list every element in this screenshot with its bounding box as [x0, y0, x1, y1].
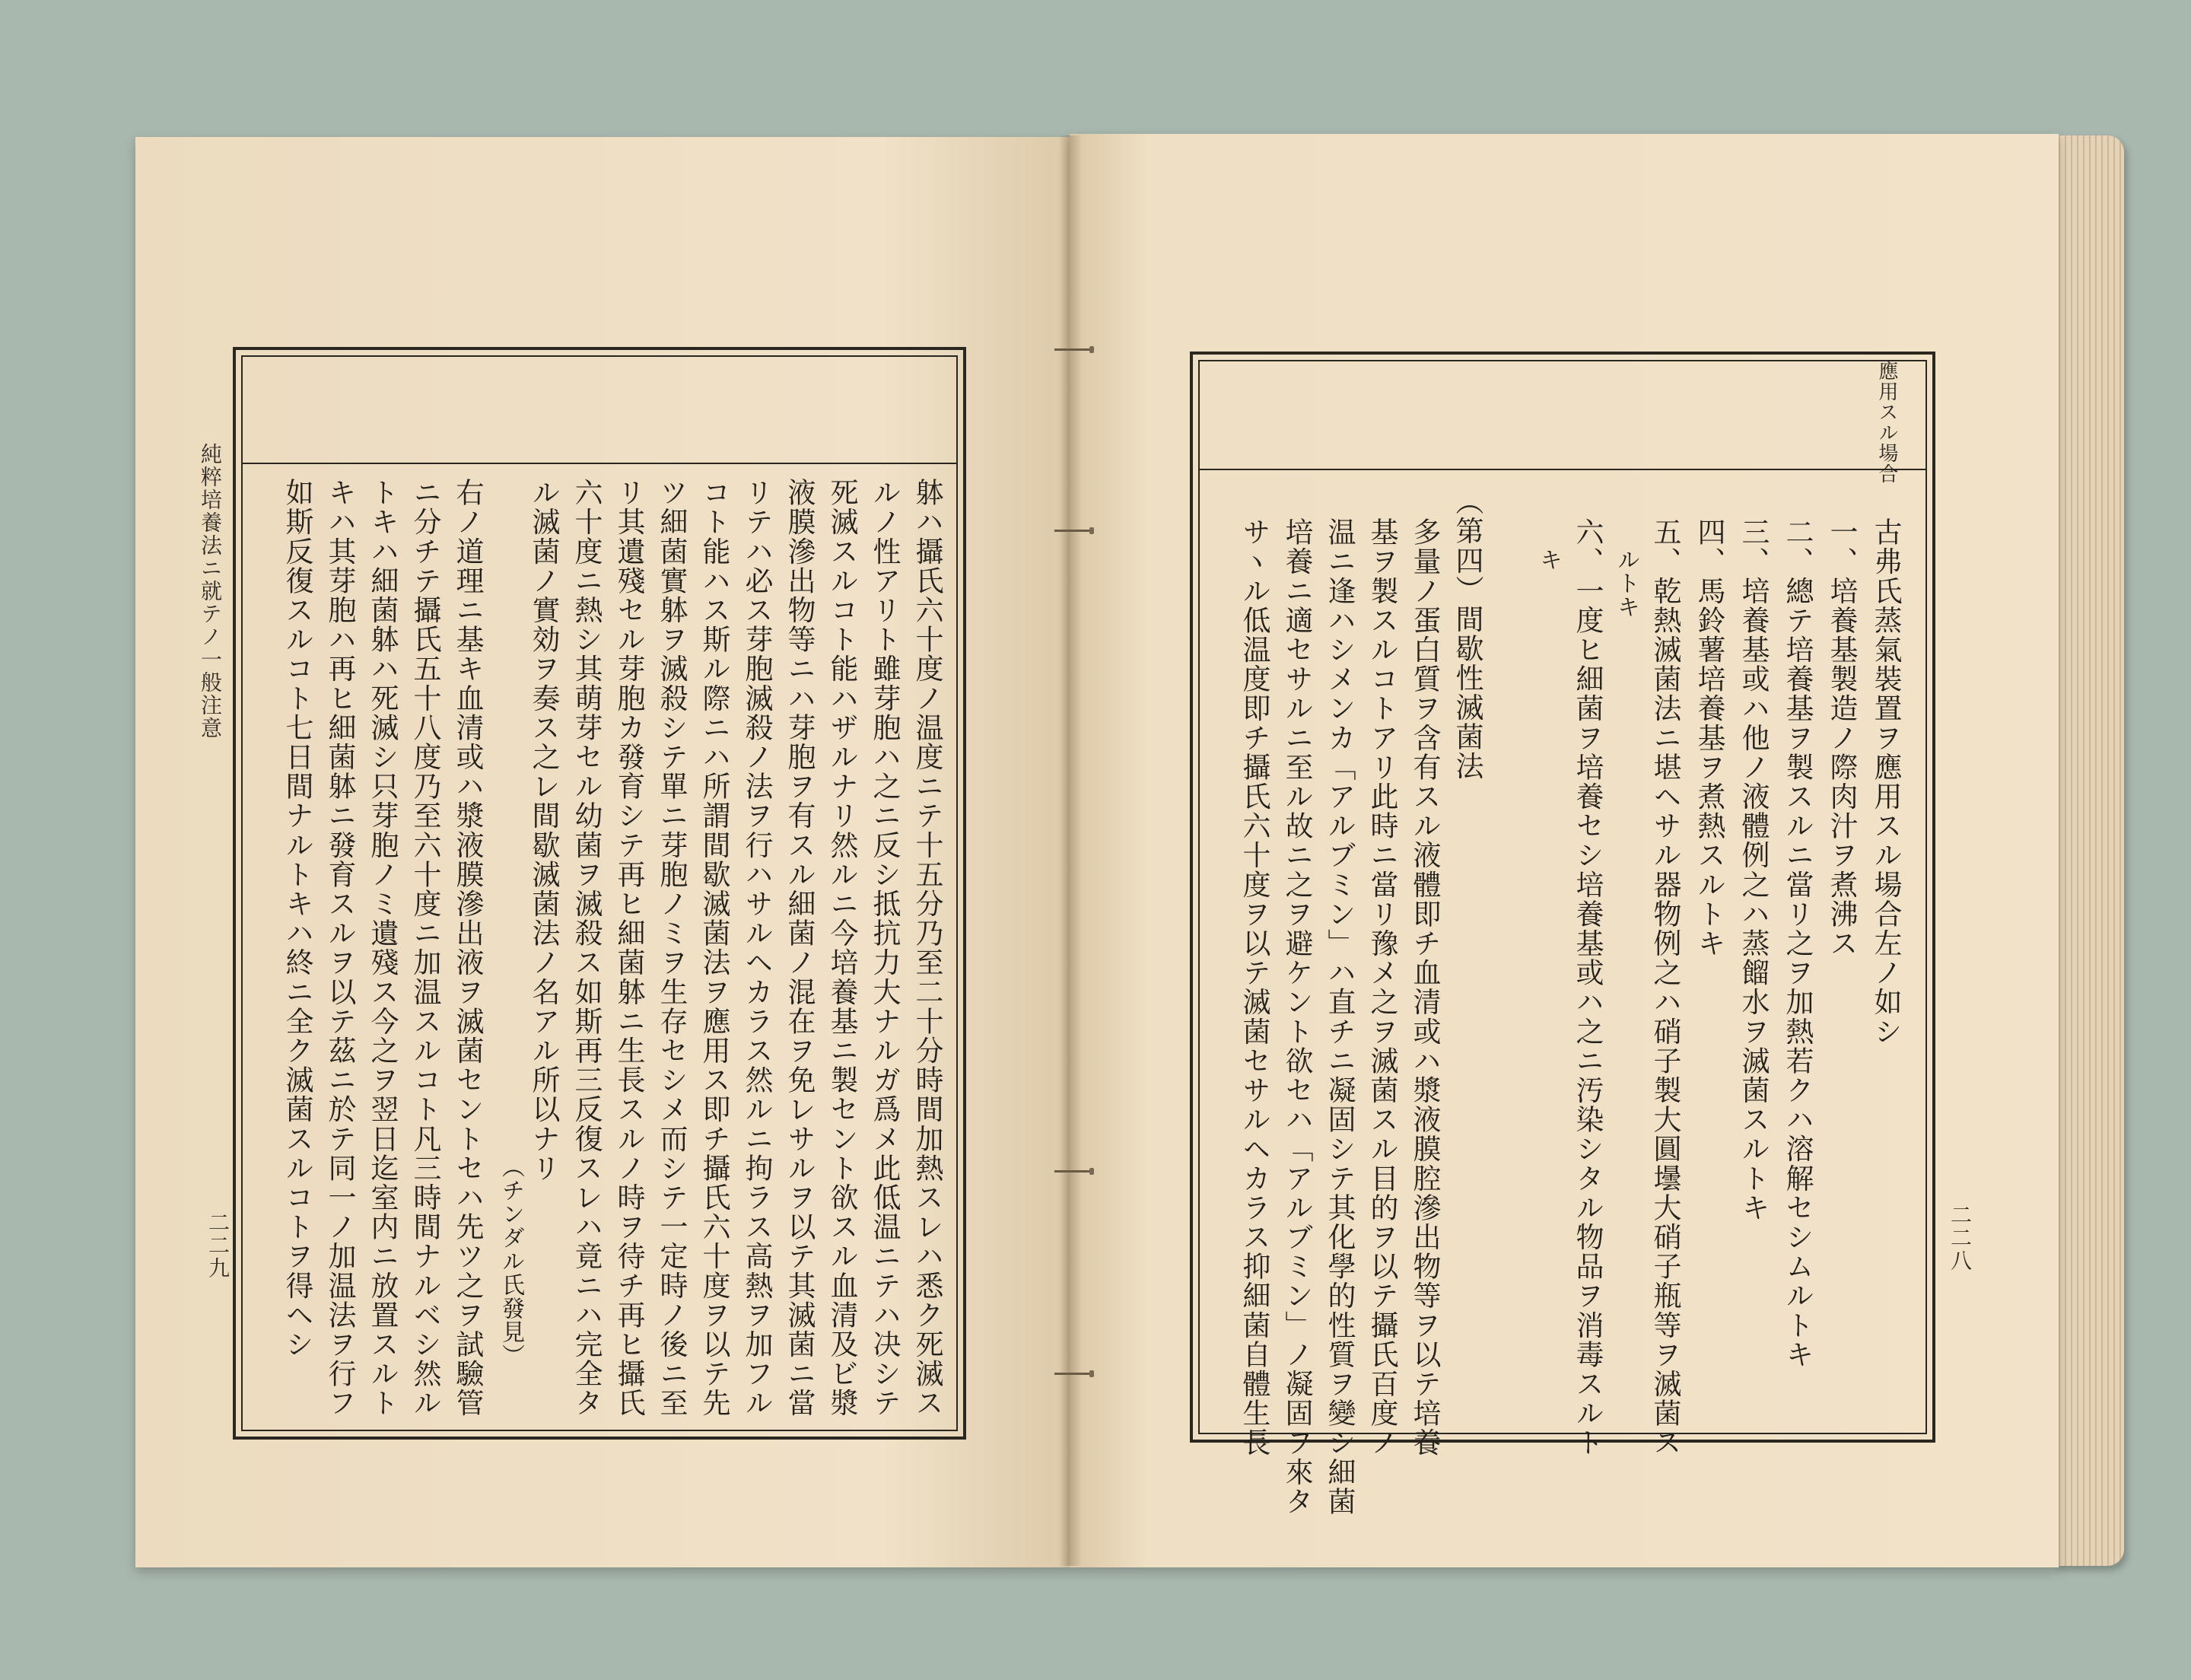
binding-stitch — [1054, 1170, 1089, 1172]
text-note: （チンダル氏發見） — [498, 1155, 524, 1367]
text-column: 古弗氏蒸氣裝置ヲ應用スル場合左ノ如シ — [1869, 517, 1902, 1046]
text-column: 液膜滲出物等ニハ芽胞ヲ有スル細菌ノ混在ヲ免レサルヲ以テ其滅菌ニ當 — [783, 478, 816, 1418]
page-number-left: 二二九 — [205, 1211, 231, 1280]
text-column: 二、總テ培養基ヲ製スルニ當リ之ヲ加熱若クハ溶解セシムルトキ — [1781, 517, 1814, 1370]
text-column: 六、一度ヒ細菌ヲ培養セシ培養基或ハ之ニ汚染シタル物品ヲ消毒スルト — [1571, 517, 1604, 1458]
text-column: 培養ニ適セサルニ至ル故ニ之ヲ避ケント欲セハ「アルブミン」ノ凝固ヲ來タ — [1280, 517, 1313, 1516]
text-column: 躰ハ攝氏六十度ノ温度ニテ十五分乃至二十分時間加熱スレハ悉ク死滅ス — [911, 478, 943, 1418]
text-column: ニ分チテ攝氏五十八度乃至六十度ニ加温スルコト凡三時間ナルベシ然ル — [409, 478, 441, 1418]
text-column: コト能ハス斯ル際ニハ所謂間歇滅菌法ヲ應用ス即チ攝氏六十度ヲ以テ先 — [698, 478, 730, 1418]
text-column: 如斯反復スルコト七日間ナルトキハ終ニ全ク滅菌スルコトヲ得ヘシ — [281, 478, 313, 1359]
text-column: 六十度ニ熱シ其萌芽セル幼菌ヲ滅殺ス如斯再三反復スレハ竟ニハ完全タ — [570, 478, 603, 1418]
text-column: リ其遺殘セル芽胞カ發育シテ再ヒ細菌躰ニ生長スルノ時ヲ待チ再ヒ攝氏 — [612, 478, 645, 1418]
box-heading: 應用スル場合 — [1875, 361, 1898, 484]
text-column: 五、乾熱滅菌法ニ堪ヘサル器物例之ハ硝子製大圓壜大硝子瓶等ヲ滅菌ス — [1649, 517, 1681, 1458]
section-heading: （第四）間歇性滅菌法 — [1451, 487, 1483, 781]
text-column: 一、培養基製造ノ際肉汁ヲ煮沸ス — [1825, 517, 1858, 958]
text-column: キ — [1535, 548, 1562, 571]
text-column: 右ノ道理ニ基キ血清或ハ漿液膜滲出液ヲ滅菌セントセハ先ツ之ヲ試驗管 — [451, 478, 484, 1418]
text-column: ル滅菌ノ實効ヲ奏ス之レ間歇滅菌法ノ名アル所以ナリ — [527, 478, 560, 1183]
text-column: 四、馬鈴薯培養基ヲ煮熱スルトキ — [1693, 517, 1725, 958]
binding-stitch — [1054, 530, 1089, 532]
text-column: 温ニ逢ハシメンカ「アルブミン」ハ直チニ凝固シテ其化學的性質ヲ變シ細菌 — [1323, 517, 1356, 1516]
text-column: 死滅スルコト能ハザルナリ然ルニ今培養基ニ製セント欲スル血清及ビ漿 — [825, 478, 858, 1418]
text-column: ツ細菌實躰ヲ滅殺シテ單ニ芽胞ノミヲ生存セシメ而シテ一定時ノ後ニ至 — [655, 478, 688, 1418]
text-column: 三、培養基或ハ他ノ液體例之ハ蒸餾水ヲ滅菌スルトキ — [1737, 517, 1770, 1223]
text-column: 基ヲ製スルコトアリ此時ニ當リ豫メ之ヲ滅菌スル目的ヲ以テ攝氏百度ノ — [1366, 517, 1398, 1458]
binding-stitch — [1054, 1373, 1089, 1375]
text-column: ルノ性アリト雖芽胞ハ之ニ反シ抵抗力大ナルガ爲メ此低温ニテハ决シテ — [868, 478, 901, 1418]
text-column: 多量ノ蛋白質ヲ含有スル液體即チ血清或ハ漿液膜腔滲出物等ヲ以テ培養 — [1408, 517, 1441, 1458]
page-number-right: 二二八 — [1948, 1204, 1973, 1272]
text-column: トキハ細菌躰ハ死滅シ只芽胞ノミ遺殘ス今之ヲ翌日迄室内ニ放置スルト — [366, 478, 399, 1418]
text-column: キハ其芽胞ハ再ヒ細菌躰ニ發育スルヲ以テ茲ニ於テ同一ノ加温法ヲ行フ — [323, 478, 356, 1418]
text-column: サヽル低温度即チ攝氏六十度ヲ以テ滅菌セサルヘカラス抑細菌自體生長 — [1238, 517, 1270, 1458]
text-column: リテハ必ス芽胞滅殺ノ法ヲ行ハサルヘカラス然ルニ拘ラス高熱ヲ加フル — [740, 478, 773, 1418]
running-head: 純粹培養法ニ就テノ一般注意 — [198, 443, 223, 740]
binding-stitch — [1054, 348, 1089, 351]
page-edges — [2054, 135, 2124, 1566]
text-column: ルトキ — [1613, 548, 1639, 619]
